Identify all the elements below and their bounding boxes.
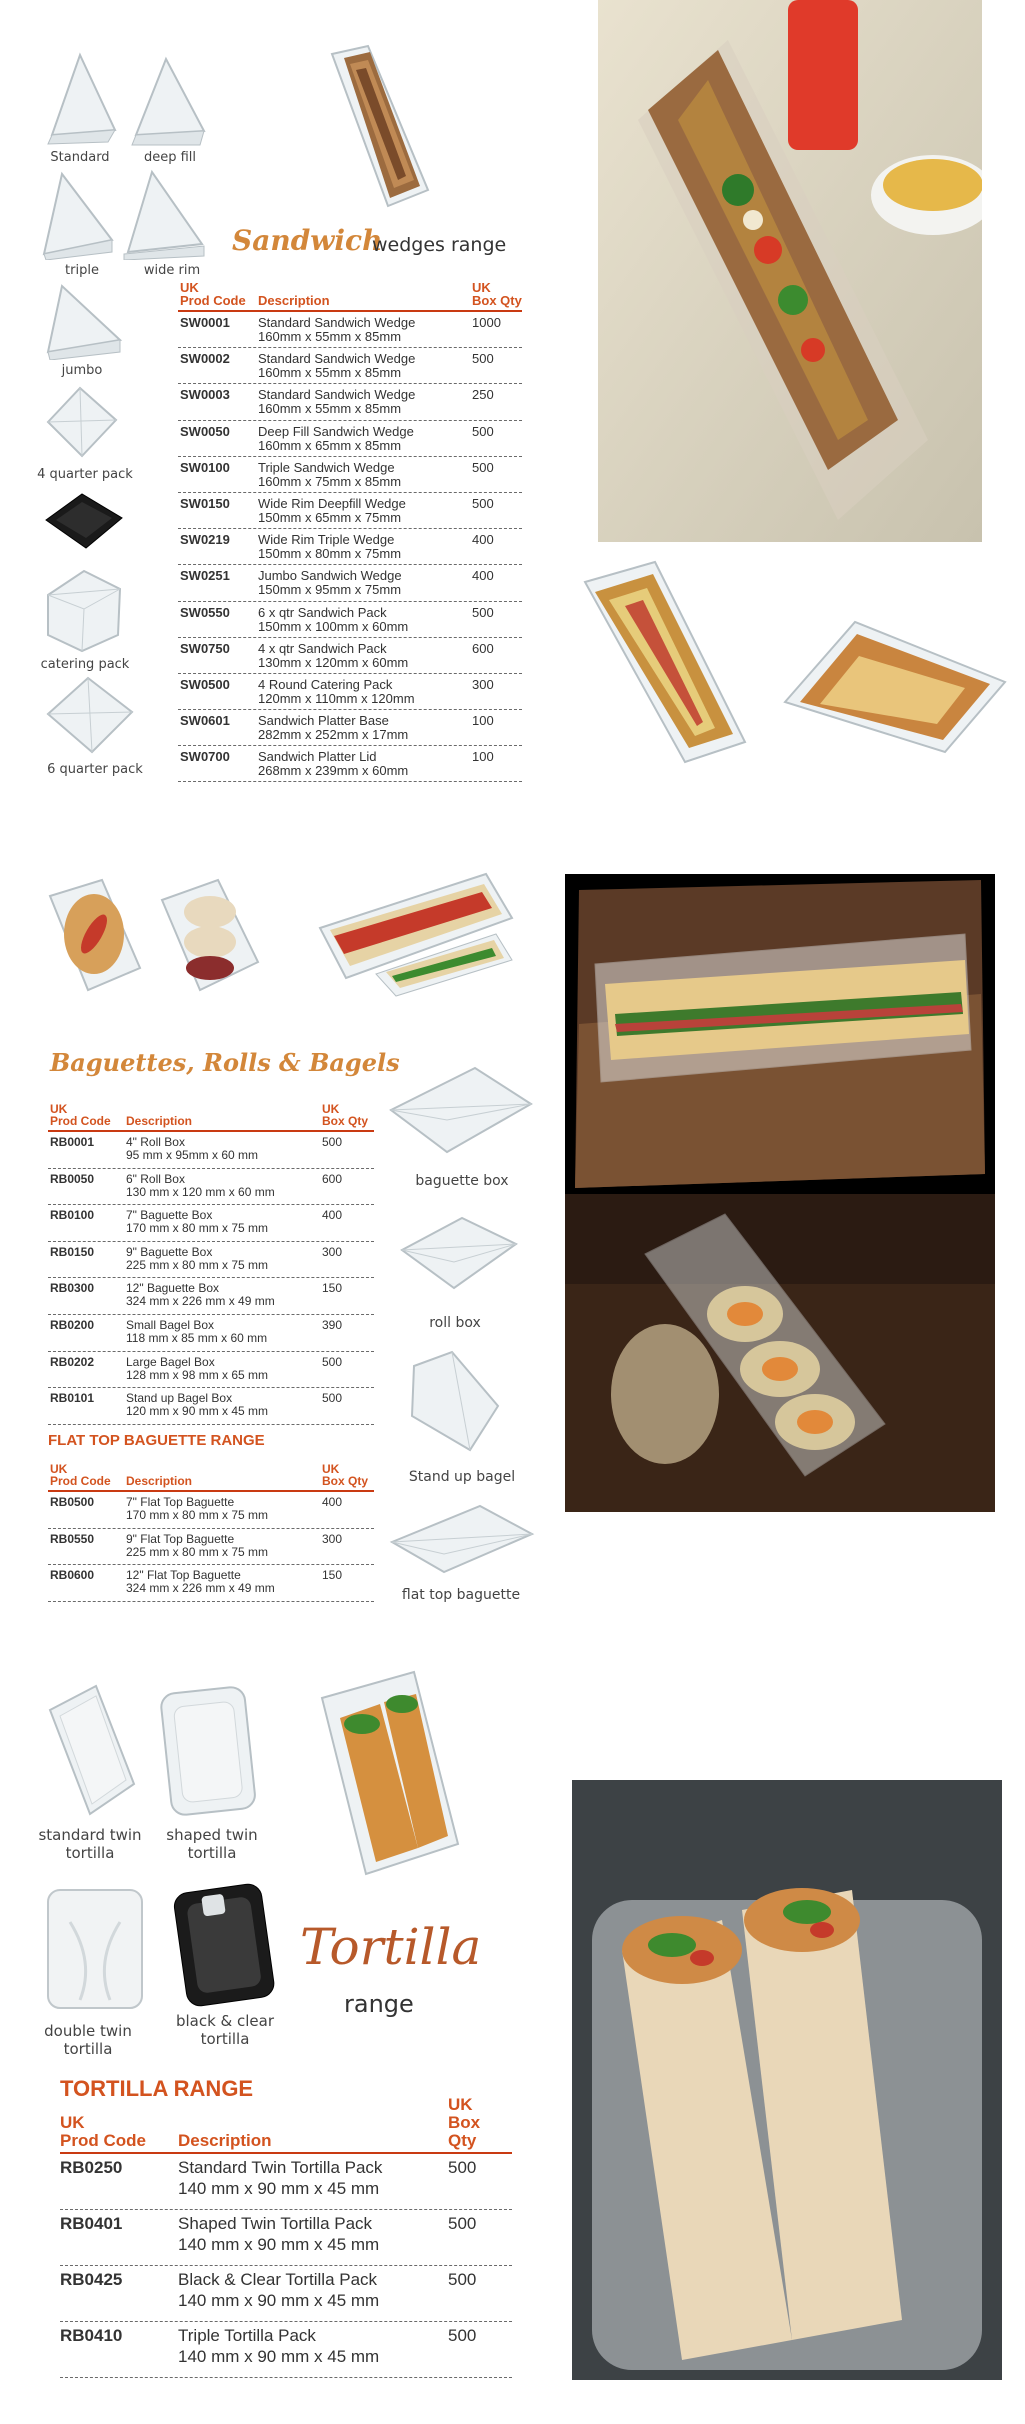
tortilla-photo [572,1780,1002,2380]
row-qty: 250 [472,387,494,403]
row-dims: 160mm x 55mm x 85mm [258,365,402,381]
row-dims: 324 mm x 226 mm x 49 mm [126,1581,275,1595]
row-code: SW0150 [180,495,230,511]
triple-wedge-image [38,170,118,260]
row-code: SW0002 [180,351,230,367]
row-qty: 500 [322,1391,343,1406]
row-code: RB0001 [50,1135,95,1149]
header-desc: Description [258,293,330,309]
row-desc: Deep Fill Sandwich Wedge [258,423,414,439]
sandwich-wedge-product-image [318,40,453,210]
row-dims: 140 mm x 90 mm x 45 mm [178,2179,380,2198]
catering-pack-image [38,565,128,655]
row-qty: 500 [472,604,494,620]
table-row [48,1132,374,1169]
row-code: RB0200 [50,1317,95,1332]
row-dims: 120 mm x 90 mm x 45 mm [126,1404,269,1419]
row-dims: 170 mm x 80 mm x 75 mm [126,1221,269,1236]
row-desc: 9" Baguette Box [126,1244,213,1259]
table-row [48,1388,374,1425]
flat-top-title: FLAT TOP BAGUETTE RANGE [48,1432,265,1449]
row-desc: Stand up Bagel Box [126,1391,233,1406]
row-qty: 500 [472,423,494,439]
row-code: RB0100 [50,1208,95,1223]
row-code: SW0219 [180,532,230,548]
row-desc: Large Bagel Box [126,1354,215,1369]
row-code: SW0601 [180,713,230,729]
row-desc: Shaped Twin Tortilla Pack [178,2214,373,2233]
row-desc: Jumbo Sandwich Wedge [258,568,402,584]
row-desc: 7" Flat Top Baguette [126,1495,235,1509]
baguette-box-image [385,1060,535,1160]
double-twin-tortilla-caption: double twin tortilla [44,2022,132,2058]
table-header [48,1456,374,1492]
stand-up-bagel-caption: Stand up bagel [408,1469,516,1485]
header-code: UK Prod Code [50,1461,111,1489]
header-desc: Description [178,2131,272,2151]
table-row [48,1315,374,1352]
header-qty: UK Box Qty [472,279,522,309]
row-dims: 130mm x 120mm x 60mm [258,654,409,670]
header-code: UK Prod Code [50,1101,111,1129]
row-desc: Standard Sandwich Wedge [258,387,416,403]
row-code: RB0425 [60,2270,123,2289]
row-qty: 300 [322,1531,343,1546]
row-desc: Wide Rim Deepfill Wedge [258,495,406,511]
row-desc: 6" Roll Box [126,1171,185,1186]
row-dims: 225 mm x 80 mm x 75 mm [126,1544,269,1559]
4-quarter-pack-image [38,382,122,462]
platter-image [42,490,126,552]
flat-top-baguette-image [386,1498,536,1582]
row-code: RB0150 [50,1244,95,1259]
tortilla-title-script: Tortilla [300,1918,482,1976]
row-code: RB0550 [50,1531,95,1546]
baguette-title-script: Baguettes, Rolls & Bagels [50,1048,400,1077]
table-row [60,2154,512,2210]
row-code: RB0401 [60,2214,123,2233]
table-row [48,1242,374,1279]
row-dims: 120mm x 110mm x 120mm [258,690,415,706]
table-row [48,1169,374,1206]
row-dims: 150mm x 80mm x 75mm [258,546,402,562]
row-desc: 4" Roll Box [126,1135,185,1149]
row-qty: 1000 [472,315,501,330]
row-code: RB0600 [50,1568,95,1582]
standard-caption: Standard [50,150,110,165]
row-dims: 95 mm x 95mm x 60 mm [126,1148,259,1162]
row-code: SW0251 [180,568,230,584]
tortilla-product-image [314,1668,464,1880]
row-dims: 140 mm x 90 mm x 45 mm [178,2347,380,2366]
row-qty: 500 [472,495,494,511]
row-code: SW0500 [180,676,230,692]
table-row [60,2210,512,2266]
baguette-box-caption: baguette box [415,1173,509,1189]
jumbo-caption: jumbo [61,363,103,378]
6-quarter-pack-caption: 6 quarter pack [47,762,143,777]
table-header [60,2095,512,2154]
row-code: RB0300 [50,1281,95,1296]
table-row [48,1529,374,1566]
deep-fill-caption: deep fill [143,150,197,165]
row-desc: 12" Baguette Box [126,1281,219,1296]
row-desc: Standard Twin Tortilla Pack [178,2158,383,2177]
row-dims: 160mm x 75mm x 85mm [258,473,402,489]
header-qty: UK Box Qty [448,2095,481,2151]
header-code: UK Prod Code [180,279,246,309]
row-code: SW0700 [180,749,230,765]
table-row [60,2322,512,2378]
row-code: RB0101 [50,1391,95,1406]
row-dims: 282mm x 252mm x 17mm [258,727,409,743]
table-row [48,1205,374,1242]
table-header [48,1094,374,1132]
row-dims: 150mm x 100mm x 60mm [258,618,409,634]
row-qty: 500 [322,1135,343,1149]
sandwich-title-script: Sandwich [232,224,383,257]
row-code: SW0100 [180,459,230,475]
roll-box-image [154,876,264,994]
wide-rim-wedge-image [122,168,206,260]
row-qty: 300 [472,676,494,692]
table-row [60,2266,512,2322]
header-desc: Description [126,1114,193,1129]
tortilla-range-title: TORTILLA RANGE [60,2076,254,2101]
shaped-twin-tortilla-image [156,1682,260,1818]
row-qty: 150 [322,1281,343,1296]
row-code: SW0001 [180,315,230,330]
wide-rim-caption: wide rim [143,263,201,278]
row-qty: 390 [322,1317,343,1332]
standard-wedge-image [40,50,120,145]
table-row [178,312,522,348]
row-qty: 500 [448,2270,477,2289]
row-code: RB0202 [50,1354,95,1369]
roll-box-caption: roll box [429,1315,481,1331]
table-row [48,1492,374,1529]
table-row [178,674,522,710]
table-row [178,493,522,529]
row-qty: 500 [472,459,494,475]
double-twin-tortilla-image [40,1882,150,2016]
catering-pack-caption: catering pack [40,657,130,672]
table-row [48,1565,374,1602]
row-qty: 400 [322,1495,343,1509]
row-desc: 4 x qtr Sandwich Pack [258,640,387,656]
row-code: SW0003 [180,387,230,403]
sandwich-photo [598,0,982,542]
row-desc: 6 x qtr Sandwich Pack [258,604,387,620]
row-desc: Standard Sandwich Wedge [258,351,416,367]
row-dims: 225 mm x 80 mm x 75 mm [126,1257,269,1272]
row-qty: 500 [472,351,494,367]
row-qty: 300 [322,1244,343,1259]
row-desc: Sandwich Platter Base [258,713,389,729]
row-dims: 140 mm x 90 mm x 45 mm [178,2291,380,2310]
row-desc: 7" Baguette Box [126,1208,213,1223]
row-qty: 150 [322,1568,343,1582]
row-desc: Wide Rim Triple Wedge [258,532,395,548]
table-row [178,529,522,565]
table-row [178,421,522,457]
baguette-pack-image [316,868,516,998]
row-code: RB0250 [60,2158,123,2177]
row-dims: 170 mm x 80 mm x 75 mm [126,1508,269,1522]
sandwich-table [178,276,522,782]
row-code: SW0750 [180,640,230,656]
standard-twin-tortilla-caption: standard twin tortilla [38,1826,142,1862]
sandwich-title-plain: wedges range [372,234,507,256]
row-dims: 150mm x 95mm x 75mm [258,582,402,598]
row-desc: Triple Tortilla Pack [178,2326,316,2345]
baguette-table [48,1094,374,1425]
row-desc: 12" Flat Top Baguette [126,1568,241,1582]
row-qty: 500 [448,2158,477,2177]
row-qty: 100 [472,713,494,729]
6-quarter-pack-image [42,672,138,758]
row-desc: Standard Sandwich Wedge [258,315,416,330]
deep-fill-wedge-image [128,55,208,147]
row-qty: 400 [472,532,494,548]
row-dims: 268mm x 239mm x 60mm [258,763,409,779]
row-dims: 150mm x 65mm x 75mm [258,509,402,525]
bagel-photo [565,1194,995,1512]
row-code: SW0550 [180,604,230,620]
table-row [178,348,522,384]
table-row [178,710,522,746]
row-qty: 400 [322,1208,343,1223]
row-qty: 100 [472,749,494,765]
baguette-photo [565,874,995,1194]
table-row [178,638,522,674]
black-clear-tortilla-caption: black & clear tortilla [175,2012,275,2048]
standard-twin-tortilla-image [40,1680,140,1820]
bagel-box-image [44,876,144,994]
header-desc: Description [126,1474,193,1489]
row-desc: Small Bagel Box [126,1317,215,1332]
row-desc: Sandwich Platter Lid [258,749,377,765]
row-desc: Triple Sandwich Wedge [258,459,395,475]
row-qty: 500 [448,2326,477,2345]
table-row [48,1352,374,1389]
row-code: RB0410 [60,2326,123,2345]
tortilla-title-plain: range [344,1990,414,2018]
jumbo-wedge-image [40,280,124,360]
header-qty: UK Box Qty [322,1461,369,1489]
table-row [178,602,522,638]
row-qty: 400 [472,568,494,584]
row-dims: 128 mm x 98 mm x 65 mm [126,1367,269,1382]
tortilla-table [60,2095,512,2378]
row-desc: 4 Round Catering Pack [258,676,393,692]
table-row [48,1278,374,1315]
row-desc: 9" Flat Top Baguette [126,1531,235,1546]
row-dims: 130 mm x 120 mm x 60 mm [126,1184,275,1199]
header-code: UK Prod Code [60,2113,146,2151]
roll-box-thumb-image [392,1210,522,1300]
sandwich-pack-photo [565,552,1025,774]
flat-top-table [48,1456,374,1602]
table-row [178,565,522,601]
row-dims: 140 mm x 90 mm x 45 mm [178,2235,380,2254]
row-dims: 160mm x 55mm x 85mm [258,401,402,417]
row-desc: Black & Clear Tortilla Pack [178,2270,378,2289]
row-code: SW0050 [180,423,230,439]
header-qty: UK Box Qty [322,1101,369,1129]
row-code: RB0050 [50,1171,95,1186]
4-quarter-pack-caption: 4 quarter pack [37,467,133,482]
table-header [178,276,522,312]
row-qty: 500 [448,2214,477,2233]
row-code: RB0500 [50,1495,95,1509]
row-dims: 324 mm x 226 mm x 49 mm [126,1294,275,1309]
shaped-twin-tortilla-caption: shaped twin tortilla [166,1826,258,1862]
row-dims: 160mm x 65mm x 85mm [258,437,402,453]
row-qty: 500 [322,1354,343,1369]
triple-caption: triple [65,263,99,278]
row-dims: 160mm x 55mm x 85mm [258,329,402,344]
row-qty: 600 [322,1171,343,1186]
table-row [178,457,522,493]
flat-top-baguette-caption: flat top baguette [401,1587,521,1603]
stand-up-bagel-image [400,1346,510,1456]
table-row [178,746,522,782]
row-dims: 118 mm x 85 mm x 60 mm [126,1330,268,1345]
black-clear-tortilla-image [170,1880,280,2008]
row-qty: 600 [472,640,494,656]
table-row [178,384,522,420]
